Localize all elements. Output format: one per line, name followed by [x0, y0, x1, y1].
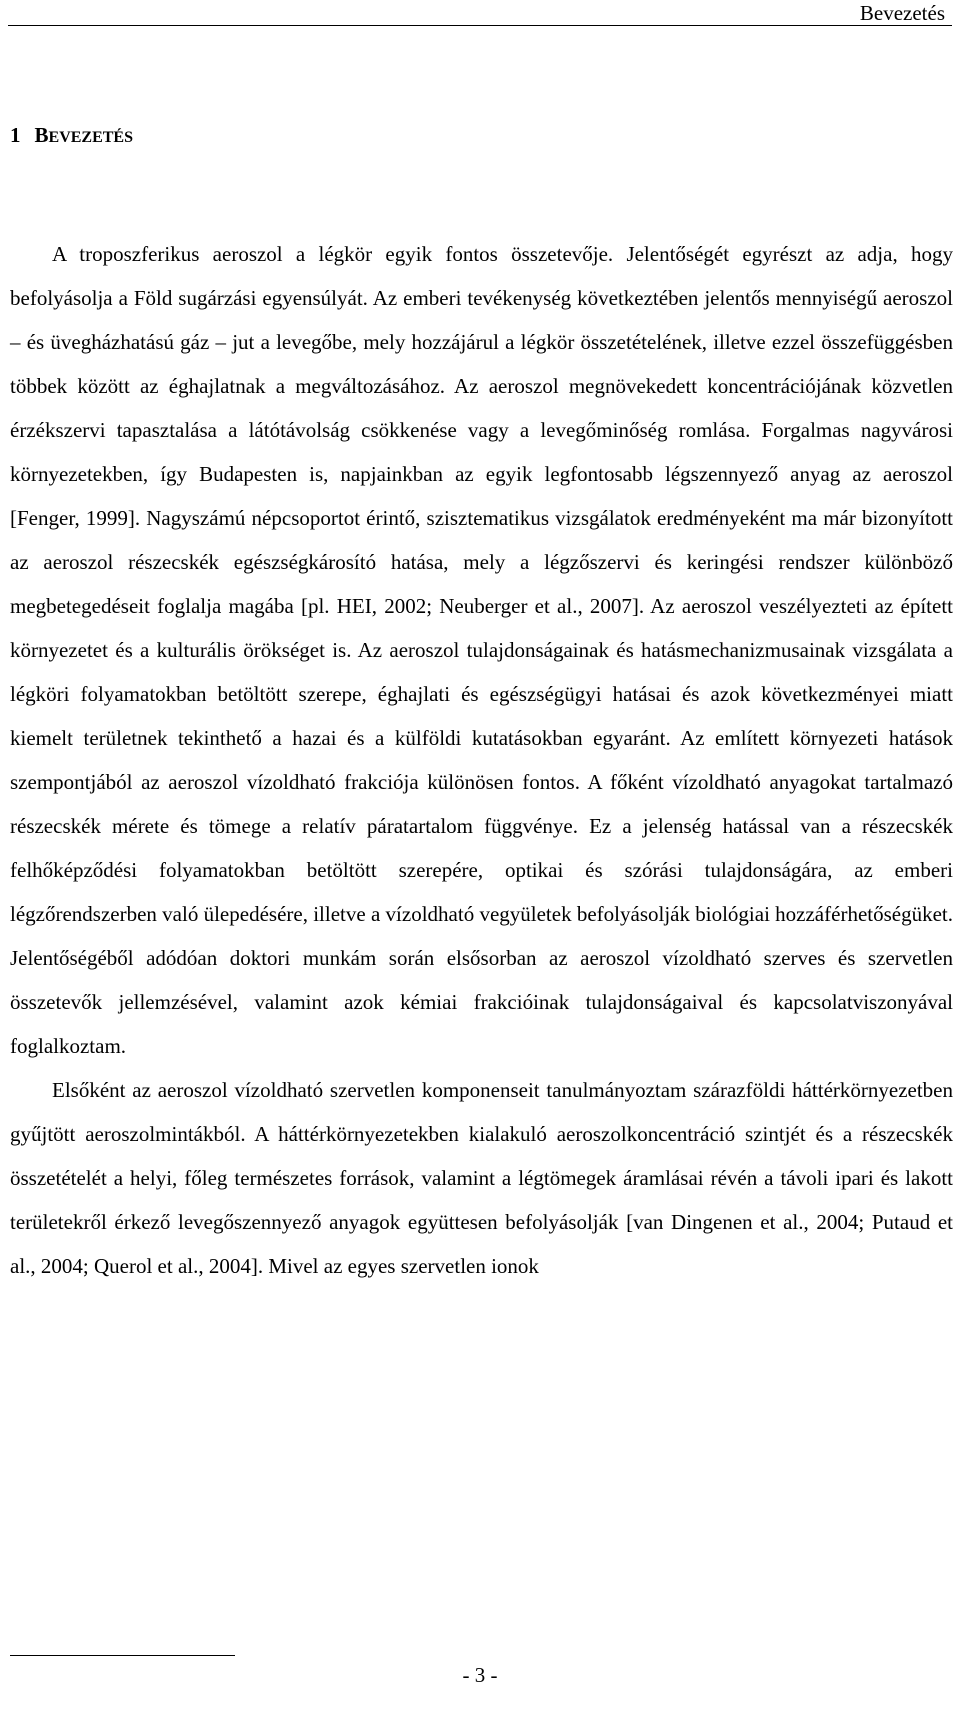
- footer-divider: [10, 1655, 235, 1656]
- chapter-title-initial: B: [34, 123, 49, 147]
- running-header: Bevezetés: [859, 1, 945, 25]
- body-text: [10, 232, 953, 1288]
- paragraph-2: Elsőként az aeroszol vízoldható szervetlen komponenseit tanulmányoztam szárazföldi háttérkörnyezetben gyűjtött aeroszolmintákból. A háttérkörnyezetekben kialakuló aeroszolkoncentráció szintjét és a részecskék összetételét a helyi, főleg természetes források, valamint a légtömegek áramlásai révén a távoli ipari és lakott területekről érkező levegőszennyező anyagok együttesen befolyásolják [van Dingenen et al., 2004; Putaud et al., 2004; Querol et al., 2004]. Mivel az egyes szervetlen ionok: [10, 1078, 953, 1278]
- header-divider: [8, 25, 952, 26]
- chapter-heading: [10, 122, 133, 151]
- chapter-title-rest: EVEZETÉS: [48, 129, 133, 146]
- chapter-number: 1: [10, 123, 21, 147]
- page-number: - 3 -: [462, 1663, 498, 1687]
- paragraph-1: A troposzferikus aeroszol a légkör egyik fontos összetevője. Jelentőségét egyrészt az adja, hogy befolyásolja a Föld sugárzási egyensúlyát. Az emberi tevékenység következtében jelentős mennyiségű aeroszol – és üvegházhatású gáz – jut a levegőbe, mely hozzájárul a légkör összetételének, illetve ezzel összefüggésben többek között az éghajlatnak a megváltozásához. Az aeroszol megnövekedett koncentrációjának közvetlen érzékszervi tapasztalása a látótávolság csökkenése vagy a levegőminőség romlása. Forgalmas nagyvárosi környezetekben, így Budapesten is, napjainkban az egyik legfontosabb légszennyező anyag az aeroszol [Fenger, 1999]. Nagyszámú népcsoportot érintő, szisztematikus vizsgálatok eredményeként ma már bizonyított az aeroszol részecskék egészségkárosító hatása, mely a légzőszervi és keringési rendszer különböző megbetegedéseit foglalja magába [pl. HEI, 2002; Neuberger et al., 2007]. Az aeroszol veszélyezteti az épített környezetet és a kulturális örökséget is. Az aeroszol tulajdonságainak és hatásmechanizmusainak vizsgálata a légköri folyamatokban betöltött szerepe, éghajlati és egészségügyi hatásai és azok következményei miatt kiemelt területnek tekinthető a hazai és a külföldi kutatásokban egyaránt. Az említett környezeti hatások szempontjából az aeroszol vízoldható frakciója különösen fontos. A főként vízoldható anyagokat tartalmazó részecskék mérete és tömege a relatív páratartalom függvénye. Ez a jelenség hatással van a részecskék felhőképződési folyamatokban betöltött szerepére, optikai és szórási tulajdonságára, az emberi légzőrendszerben való ülepedésére, illetve a vízoldható vegyületek befolyásolják biológiai hozzáférhetőségüket. Jelentőségéből adódóan doktori munkám során elsősorban az aeroszol vízoldható szerves és szervetlen összetevők jellemzésével, valamint azok kémiai frakcióinak tulajdonságaival és kapcsolatviszonyával foglalkoztam.: [10, 242, 953, 1058]
